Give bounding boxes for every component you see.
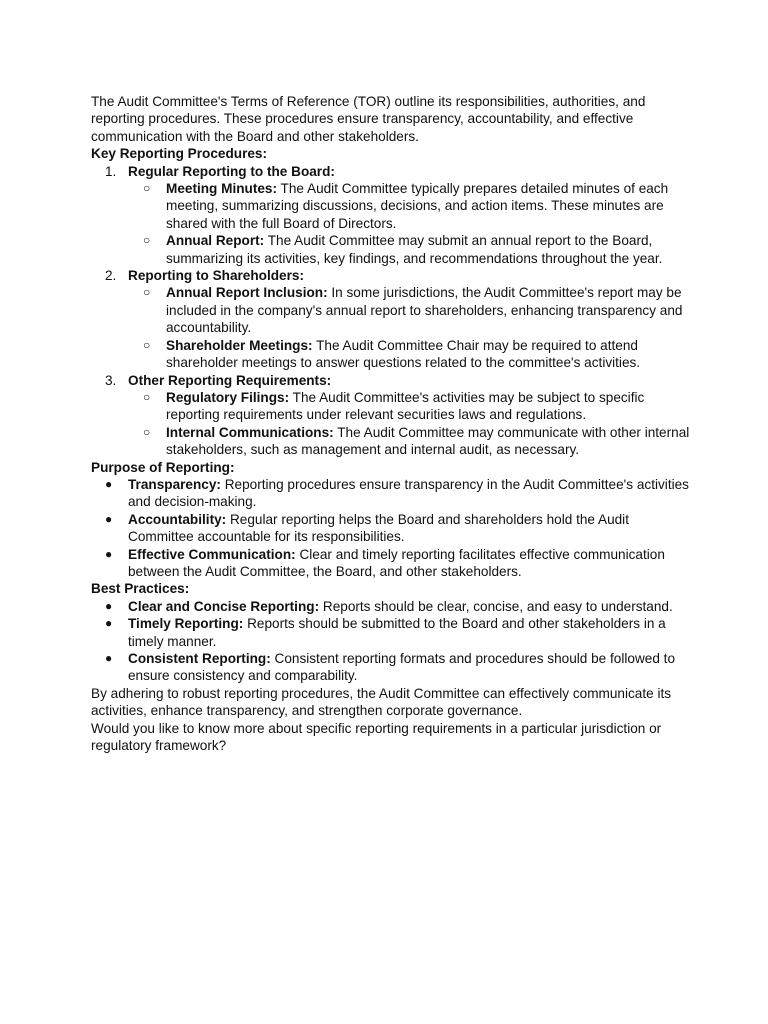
intro-paragraph: The Audit Committee's Terms of Reference (TOR) outline its responsibilities, authorities, and reporting procedures. These procedures ensure transparency, accountability, and effective communication with the Board and other stakeholders. bbox=[91, 94, 646, 144]
item-label: Accountability: bbox=[128, 511, 227, 527]
sub-list-item bbox=[91, 232, 691, 267]
procedure-item bbox=[91, 267, 691, 371]
item-label: Annual Report: bbox=[166, 233, 265, 249]
bullet-icon: ● bbox=[105, 511, 113, 526]
conclusion-paragraph: By adhering to robust reporting procedures, the Audit Committee can effectively communicate its activities, enhance transparency, and strengthen corporate governance. bbox=[91, 685, 672, 719]
list-item bbox=[91, 598, 691, 615]
list-item bbox=[91, 511, 691, 546]
sub-list-item bbox=[91, 389, 691, 424]
purpose-list bbox=[91, 476, 691, 580]
item-text: Reporting procedures ensure transparency in the Audit Committee's activities and decision-making. bbox=[128, 476, 689, 510]
item-text: The Audit Committee may communicate with other internal stakeholders, such as management and internal audit, as necessary. bbox=[166, 424, 690, 458]
procedure-title: Other Reporting Requirements: bbox=[128, 372, 332, 388]
follow-up-question: Would you like to know more about specific reporting requirements in a particular jurisdiction or regulatory framework? bbox=[91, 720, 662, 754]
sub-list-item bbox=[91, 180, 691, 232]
list-item bbox=[91, 615, 691, 650]
procedure-sublist bbox=[128, 284, 691, 371]
key-procedures-heading: Key Reporting Procedures: bbox=[91, 146, 268, 162]
hollow-bullet-icon: ○ bbox=[143, 424, 151, 439]
item-text: In some jurisdictions, the Audit Committee's report may be included in the company's annual report to shareholders, enhancing transparency and accountability. bbox=[166, 285, 683, 336]
procedure-sublist bbox=[128, 180, 691, 267]
hollow-bullet-icon: ○ bbox=[143, 389, 151, 404]
procedure-title: Regular Reporting to the Board: bbox=[128, 163, 335, 179]
item-text: The Audit Committee may submit an annual report to the Board, summarizing its activities, key findings, and recommendations throughout the year. bbox=[166, 233, 663, 266]
list-number: 3. bbox=[105, 372, 117, 388]
hollow-bullet-icon: ○ bbox=[143, 337, 151, 352]
item-label: Meeting Minutes: bbox=[166, 181, 278, 197]
procedure-item bbox=[91, 372, 691, 459]
item-label: Transparency: bbox=[128, 476, 221, 492]
bullet-icon: ● bbox=[105, 546, 113, 561]
bullet-icon: ● bbox=[105, 598, 113, 613]
item-label: Regulatory Filings: bbox=[166, 389, 290, 405]
sub-list-item bbox=[91, 284, 691, 336]
document-body bbox=[91, 93, 691, 754]
hollow-bullet-icon: ○ bbox=[143, 233, 151, 248]
list-number: 2. bbox=[105, 268, 117, 284]
bullet-icon: ● bbox=[105, 651, 113, 665]
item-label: Clear and Concise Reporting: bbox=[128, 598, 320, 614]
procedure-item bbox=[91, 163, 691, 267]
purpose-heading: Purpose of Reporting: bbox=[91, 459, 235, 475]
item-label: Consistent Reporting: bbox=[128, 651, 271, 666]
item-text: Regular reporting helps the Board and shareholders hold the Audit Committee accountable for its responsibilities. bbox=[128, 511, 629, 545]
item-label: Timely Reporting: bbox=[128, 616, 244, 632]
list-item bbox=[91, 546, 691, 581]
item-label: Shareholder Meetings: bbox=[166, 337, 313, 353]
list-number: 1. bbox=[105, 163, 117, 179]
item-text: Reports should be clear, concise, and easy to understand. bbox=[319, 598, 673, 614]
list-item bbox=[91, 476, 691, 511]
best-practices-list bbox=[91, 598, 691, 685]
list-item bbox=[91, 650, 691, 685]
sub-list-item bbox=[91, 424, 691, 459]
item-text: The Audit Committee's activities may be subject to specific reporting requirements under relevant securities laws and regulations. bbox=[166, 389, 645, 423]
procedures-list bbox=[91, 163, 691, 459]
item-text: The Audit Committee Chair may be required to attend shareholder meetings to answer questions related to the committee's activities. bbox=[166, 337, 641, 371]
best-practices-heading: Best Practices: bbox=[91, 581, 190, 597]
item-text: Clear and timely reporting facilitates effective communication between the Audit Committee, the Board, and other stakeholders. bbox=[128, 546, 665, 579]
item-text: Reports should be submitted to the Board and other stakeholders in a timely manner. bbox=[128, 616, 666, 649]
hollow-bullet-icon: ○ bbox=[143, 285, 151, 300]
item-text: Consistent reporting formats and procedures should be followed to ensure consistency and comparability. bbox=[128, 651, 676, 684]
hollow-bullet-icon: ○ bbox=[143, 181, 151, 196]
bullet-icon: ● bbox=[105, 476, 113, 491]
sub-list-item bbox=[91, 337, 691, 372]
item-text: The Audit Committee typically prepares detailed minutes of each meeting, summarizing discussions, decisions, and action items. These minutes are shared with the full Board of Directors. bbox=[166, 181, 669, 231]
item-label: Annual Report Inclusion: bbox=[166, 285, 328, 301]
procedure-sublist bbox=[128, 389, 691, 459]
procedure-title: Reporting to Shareholders: bbox=[128, 268, 304, 284]
item-label: Effective Communication: bbox=[128, 546, 296, 562]
item-label: Internal Communications: bbox=[166, 424, 334, 440]
bullet-icon: ● bbox=[105, 616, 113, 631]
